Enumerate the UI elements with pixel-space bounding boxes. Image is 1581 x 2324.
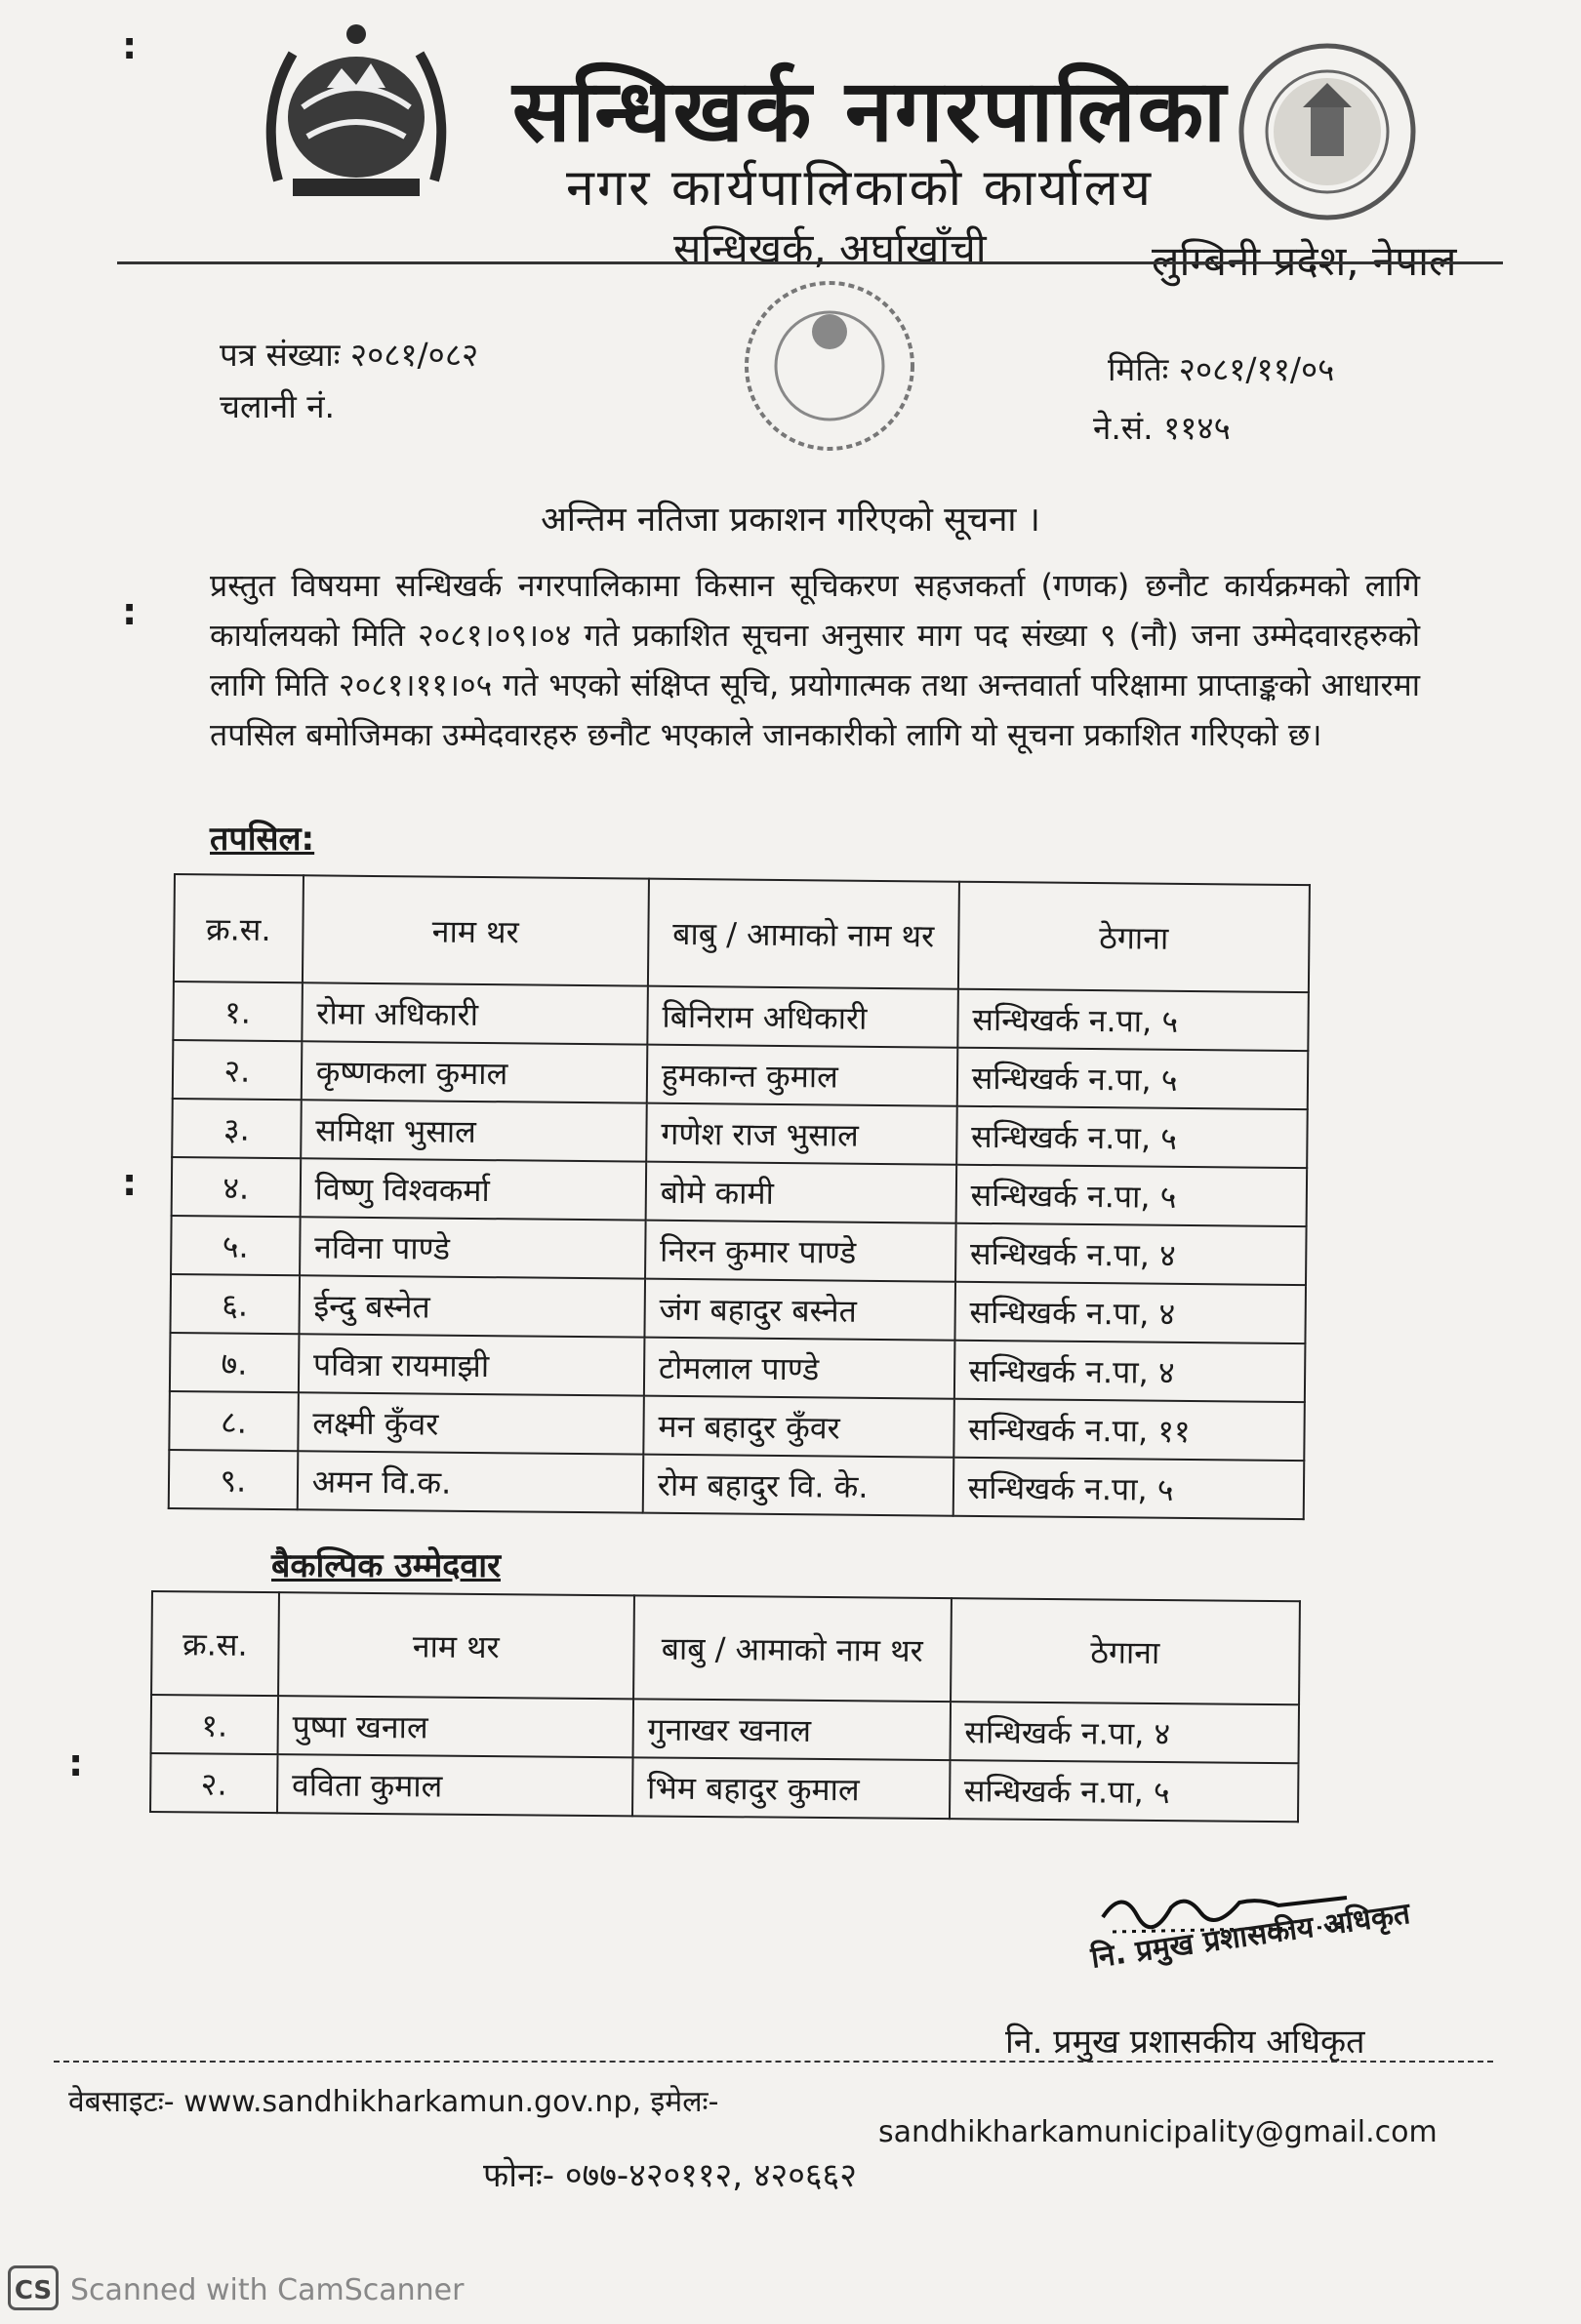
table-row xyxy=(170,1274,1306,1343)
table-row xyxy=(173,982,1309,1051)
municipality-seal-icon xyxy=(1235,39,1420,224)
row-name: समिक्षा भुसाल xyxy=(301,1100,647,1161)
row-name: ईन्दु बस्नेत xyxy=(299,1275,645,1337)
row-parent: मन बहादुर कुँवर xyxy=(643,1396,953,1458)
row-sn: २. xyxy=(173,1040,302,1100)
header-sn: क्र.स. xyxy=(151,1591,279,1696)
notice-body-text: प्रस्तुत विषयमा सन्धिखर्क नगरपालिकामा किसान सूचिकरण सहजकर्ता (गणक) छनौट कार्यक्रमको लागि कार्यालयको मिति २०८१।०९।०४ गते प्रकाशित सूचना अनुसार माग पद संख्या ९ (नौ) जना उम्मेदवारहरुको लागि मिति २०८१।११।०५ गते भएको संक्षिप्त सूचि, प्रयोगात्मक तथा अन्तवार्ता परिक्षामा प्राप्ताङ्कको आधारमा तपसिल बमोजिमका उम्मेदवारहरु छनौट भएकाले जानकारीको लागि यो सूचना प्रकाशित गरिएको छ। xyxy=(210,567,1420,753)
row-parent: हुमकान्त कुमाल xyxy=(647,1045,957,1106)
row-address: सन्धिखर्क न.पा, ५ xyxy=(950,1760,1299,1822)
header-name: नाम थर xyxy=(278,1592,634,1699)
row-sn: ९. xyxy=(169,1450,298,1509)
notice-body xyxy=(210,561,1420,760)
camscanner-watermark: Scanned with CamScanner xyxy=(70,2273,465,2307)
table-row xyxy=(171,1216,1307,1285)
province-label: लुम्बिनी प्रदेश, नेपाल xyxy=(1152,237,1457,285)
office-stamp-icon xyxy=(722,273,937,459)
row-parent: रोम बहादुर वि. के. xyxy=(643,1455,953,1516)
row-parent: गणेश राज भुसाल xyxy=(646,1103,956,1165)
nepal-sambat-date: ने.सं. ११४५ xyxy=(1093,409,1231,447)
office-location: सन्धिखर्क, अर्घाखाँची xyxy=(673,224,987,272)
row-name: कृष्णकला कुमाल xyxy=(302,1041,648,1102)
table-row xyxy=(150,1753,1298,1822)
letter-number: पत्र संख्याः २०८१/०८२ xyxy=(220,336,479,374)
row-address: सन्धिखर्क न.पा, ५ xyxy=(957,989,1309,1051)
row-name: रोमा अधिकारी xyxy=(302,982,648,1044)
punch-mark: : xyxy=(122,590,138,633)
org-name: सन्धिखर्क नगरपालिका xyxy=(512,60,1228,161)
table-row xyxy=(151,1695,1299,1763)
row-sn: १. xyxy=(151,1695,278,1754)
row-address: सन्धिखर्क न.पा, ११ xyxy=(953,1399,1305,1461)
dispatch-number: चलानी नं. xyxy=(220,387,336,425)
row-parent: बिनिराम अधिकारी xyxy=(647,986,957,1048)
row-parent: बोमे कामी xyxy=(645,1162,955,1223)
table-row xyxy=(169,1450,1305,1519)
row-address: सन्धिखर्क न.पा, ५ xyxy=(953,1458,1304,1519)
header-divider xyxy=(117,261,1503,264)
footer-phone: फोनः- ०७७-४२०११२, ४२०६६२ xyxy=(483,2156,857,2195)
row-address: सन्धिखर्क न.पा, ४ xyxy=(950,1702,1299,1763)
row-sn: ७. xyxy=(170,1333,299,1392)
table-header-row xyxy=(174,874,1310,992)
header-address: ठेगाना xyxy=(958,882,1310,992)
footer-website: वेबसाइटः- www.sandhikharkamun.gov.np, इमेलः- xyxy=(68,2085,719,2119)
table-header-row xyxy=(151,1591,1300,1704)
footer-divider xyxy=(54,2061,1493,2063)
table-row xyxy=(172,1157,1308,1226)
row-sn: ५. xyxy=(171,1216,300,1275)
nepal-emblem-icon xyxy=(249,15,464,210)
row-address: सन्धिखर्क न.पा, ५ xyxy=(956,1048,1308,1109)
row-address: सन्धिखर्क न.पा, ४ xyxy=(954,1341,1306,1402)
signer-stamp-name: नि. प्रमुख प्रशासकीय अधिकृत xyxy=(1088,1897,1413,1976)
row-address: सन्धिखर्क न.पा, ५ xyxy=(955,1165,1307,1226)
header-address: ठेगाना xyxy=(951,1598,1300,1704)
letter-date: मितिः २०८१/११/०५ xyxy=(1108,350,1335,388)
row-name: विष्णु विश्वकर्मा xyxy=(300,1158,646,1220)
row-address: सन्धिखर्क न.पा, ४ xyxy=(955,1223,1307,1285)
punch-mark: : xyxy=(68,1742,84,1784)
alternate-candidates-table xyxy=(149,1590,1301,1823)
camscanner-logo: CS xyxy=(8,2265,59,2310)
row-sn: २. xyxy=(150,1753,277,1813)
row-sn: ४. xyxy=(172,1157,301,1217)
header-name: नाम थर xyxy=(303,875,649,985)
table-row xyxy=(172,1099,1308,1168)
row-parent: जंग बहादुर बस्नेत xyxy=(644,1279,954,1341)
footer-email: sandhikharkamunicipality@gmail.com xyxy=(878,2115,1438,2149)
table-row xyxy=(173,1040,1309,1109)
row-sn: ८. xyxy=(169,1391,298,1451)
header-parent: बाबु / आमाको नाम थर xyxy=(633,1595,952,1702)
row-sn: १. xyxy=(173,982,302,1041)
row-name: अमन वि.क. xyxy=(297,1451,643,1512)
table-row xyxy=(169,1391,1305,1461)
row-name: लक्ष्मी कुँवर xyxy=(298,1392,644,1454)
row-parent: टोमलाल पाण्डे xyxy=(644,1338,954,1399)
row-name: वविता कुमाल xyxy=(277,1754,632,1816)
notice-title: अन्तिम नतिजा प्रकाशन गरिएको सूचना । xyxy=(541,501,1040,540)
table-row xyxy=(170,1333,1306,1402)
row-name: नविना पाण्डे xyxy=(300,1217,646,1278)
punch-mark: : xyxy=(122,24,138,67)
row-address: सन्धिखर्क न.पा, ४ xyxy=(954,1282,1306,1343)
office-name: नगर कार्यपालिकाको कार्यालय xyxy=(566,159,1155,218)
signer-designation: नि. प्रमुख प्रशासकीय अधिकृत xyxy=(1005,2023,1365,2062)
row-parent: भिम बहादुर कुमाल xyxy=(632,1757,950,1819)
header-parent: बाबु / आमाको नाम थर xyxy=(648,879,959,989)
detail-label: तपसिल: xyxy=(210,820,315,859)
selected-candidates-table xyxy=(168,873,1311,1520)
row-parent: गुनाखर खनाल xyxy=(632,1699,950,1760)
row-parent: निरन कुमार पाण्डे xyxy=(645,1221,955,1282)
punch-mark: : xyxy=(122,1161,138,1204)
alternate-label: बैकल्पिक उम्मेदवार xyxy=(271,1546,501,1585)
header-sn: क्र.स. xyxy=(174,874,304,982)
row-name: पुष्पा खनाल xyxy=(277,1696,632,1757)
row-sn: ६. xyxy=(170,1274,299,1334)
row-name: पवित्रा रायमाझी xyxy=(299,1334,645,1395)
row-sn: ३. xyxy=(172,1099,301,1158)
row-address: सन्धिखर्क न.पा, ५ xyxy=(956,1106,1308,1168)
